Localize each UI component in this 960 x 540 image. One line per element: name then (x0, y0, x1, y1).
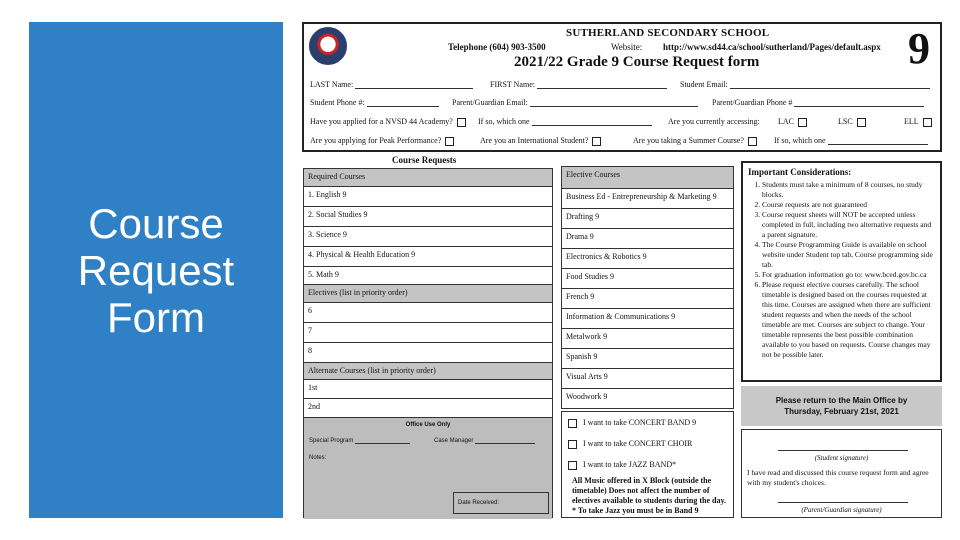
required-header: Required Courses (304, 169, 552, 187)
parent-phone-label: Parent/Guardian Phone # (712, 98, 793, 107)
course-requests-title: Course Requests (392, 155, 457, 165)
title-line-3: Form (107, 294, 205, 341)
title-line-1: Course (88, 200, 224, 247)
elective-slot[interactable]: 8 (304, 343, 552, 363)
elective-course[interactable]: Information & Communications 9 (562, 309, 733, 329)
considerations-list (748, 180, 935, 360)
return-line-1: Please return to the Main Office by (775, 396, 908, 405)
required-course[interactable]: 5. Math 9 (304, 267, 552, 285)
grade-number: 9 (908, 24, 930, 73)
special-program-field[interactable] (355, 438, 410, 444)
consideration-item: 1. Students must take a minimum of 8 courses, no study blocks. (762, 180, 935, 200)
music-note-text: All Music offered in X Block (outside the timetable) Does not affect the number of electives available to students during the day. (572, 476, 727, 505)
elective-slot[interactable]: 6 (304, 303, 552, 323)
elective-slot[interactable]: 7 (304, 323, 552, 343)
international-checkbox[interactable] (592, 137, 601, 146)
elective-course[interactable]: Visual Arts 9 (562, 369, 733, 389)
parent-signature-line[interactable] (778, 502, 908, 503)
international-label: Are you an International Student? (480, 136, 589, 145)
elective-course[interactable]: Drafting 9 (562, 209, 733, 229)
title-panel (29, 22, 283, 518)
school-name: SUTHERLAND SECONDARY SCHOOL (566, 27, 770, 39)
alternate-slot[interactable]: 2nd (304, 399, 552, 418)
parent-email-label: Parent/Guardian Email: (452, 98, 528, 107)
student-signature-caption: (Student signature) (814, 454, 869, 462)
academy-checkbox[interactable] (457, 118, 466, 127)
elective-course[interactable]: Electronics & Robotics 9 (562, 249, 733, 269)
form-title: 2021/22 Grade 9 Course Request form (514, 54, 760, 70)
elective-course[interactable]: Woodwork 9 (566, 392, 608, 401)
electives-header: Electives (list in priority order) (304, 285, 552, 303)
return-line-2: Thursday, February 21st, 2021 (784, 407, 899, 416)
return-deadline (741, 386, 942, 426)
student-email-label: Student Email: (680, 80, 728, 89)
summer-which-field[interactable] (828, 137, 928, 145)
date-received-box[interactable] (453, 492, 549, 514)
first-name-label: FIRST Name: (490, 80, 535, 89)
signature-section (741, 429, 942, 518)
parent-signature-caption: (Parent/Guardian signature) (801, 506, 882, 514)
website-url: http://www.sd44.ca/school/sutherland/Pages/default.aspx (663, 42, 881, 52)
last-name-field[interactable] (355, 81, 473, 89)
parent-email-field[interactable] (530, 99, 698, 107)
slide-title (29, 200, 283, 341)
jazz-band-checkbox[interactable] (568, 461, 577, 470)
music-options (561, 411, 734, 518)
consideration-item: 5. For graduation information go to: www.bced.gov.bc.ca (762, 270, 935, 280)
alternate-slot[interactable]: 1st (304, 380, 552, 399)
elective-course[interactable]: Drama 9 (562, 229, 733, 249)
case-manager-field[interactable] (475, 438, 535, 444)
consideration-item: 4. The Course Programming Guide is available on school website under Student top tab, Course programming side tab. (762, 240, 935, 270)
academy-which-field[interactable] (532, 118, 652, 126)
case-manager-label: Case Manager (434, 438, 474, 444)
elective-course[interactable]: Spanish 9 (562, 349, 733, 369)
concert-choir-checkbox[interactable] (568, 440, 577, 449)
consideration-item: 6. Please request elective courses carefully. The school timetable is designed based on the courses requested at this time. Courses are assigned when there are sufficient student requests and when the needs of the school timetable are met. Courses are subject to change. Your timetable represents the best possible combination available to you based on requests. Course changes may not be possible later. (762, 280, 935, 360)
student-phone-label: Student Phone #: (310, 98, 365, 107)
office-use-title: Office Use Only (405, 422, 451, 428)
date-received-label: Date Received: (458, 500, 500, 506)
elective-courses-header: Elective Courses (562, 167, 733, 189)
lsc-checkbox[interactable] (857, 118, 866, 127)
student-phone-field[interactable] (367, 99, 439, 107)
important-considerations (741, 161, 942, 382)
summer-label: Are you taking a Summer Course? (633, 136, 744, 145)
special-program-label: Special Program (309, 438, 354, 444)
peak-label: Are you applying for Peak Performance? (310, 136, 442, 145)
lsc-label: LSC (838, 117, 853, 126)
summer-checkbox[interactable] (748, 137, 757, 146)
consideration-item: 2. Course requests are not guaranteed (762, 200, 935, 210)
office-use-section (304, 418, 552, 519)
telephone: Telephone (604) 903-3500 (448, 42, 546, 52)
school-logo (309, 27, 347, 65)
first-name-field[interactable] (537, 81, 667, 89)
peak-checkbox[interactable] (445, 137, 454, 146)
academy-which-label: If so, which one (478, 117, 530, 126)
required-course[interactable]: 3. Science 9 (304, 227, 552, 247)
elective-course[interactable]: Food Studies 9 (562, 269, 733, 289)
student-signature-line[interactable] (778, 450, 908, 451)
concert-choir-label: I want to take CONCERT CHOIR (583, 439, 693, 448)
lac-label: LAC (778, 117, 794, 126)
elective-course[interactable]: French 9 (562, 289, 733, 309)
required-course[interactable]: 1. English 9 (304, 187, 552, 207)
form-header (302, 22, 942, 152)
student-email-field[interactable] (730, 81, 930, 89)
considerations-title: Important Considerations: (748, 167, 852, 177)
elective-courses-table (561, 166, 734, 409)
course-requests-table (303, 168, 553, 518)
academy-label: Have you applied for a NVSD 44 Academy? (310, 117, 453, 126)
jazz-band-label: I want to take JAZZ BAND* (583, 460, 677, 469)
lac-checkbox[interactable] (798, 118, 807, 127)
course-request-form-image (296, 22, 948, 518)
jazz-footnote: * To take Jazz you must be in Band 9 (572, 506, 699, 515)
elective-course[interactable]: Business Ed - Entrepreneurship & Marketing 9 (562, 189, 733, 209)
concert-band-checkbox[interactable] (568, 419, 577, 428)
summer-which-label: If so, which one (774, 136, 826, 145)
website-label: Website: (611, 42, 643, 52)
ell-checkbox[interactable] (923, 118, 932, 127)
notes-label: Notes: (309, 455, 327, 461)
accessing-label: Are you currently accessing: (668, 117, 760, 126)
title-line-2: Request (77, 247, 235, 294)
concert-band-label: I want to take CONCERT BAND 9 (583, 418, 697, 427)
music-note (572, 476, 730, 516)
contact-line (448, 42, 881, 52)
last-name-label: LAST Name: (310, 80, 354, 89)
ell-label: ELL (904, 117, 919, 126)
consideration-item: 3. Course request sheets will NOT be accepted unless completed in full, including two alternative requests and a parent signature. (762, 210, 935, 240)
required-course[interactable]: 4. Physical & Health Education 9 (304, 247, 552, 267)
required-course[interactable]: 2. Social Studies 9 (304, 207, 552, 227)
parent-phone-field[interactable] (794, 99, 924, 107)
alternates-header: Alternate Courses (list in priority order) (304, 363, 552, 380)
parent-statement: I have read and discussed this course request form and agree with my student's choices. (747, 468, 929, 487)
elective-course[interactable]: Metalwork 9 (562, 329, 733, 349)
